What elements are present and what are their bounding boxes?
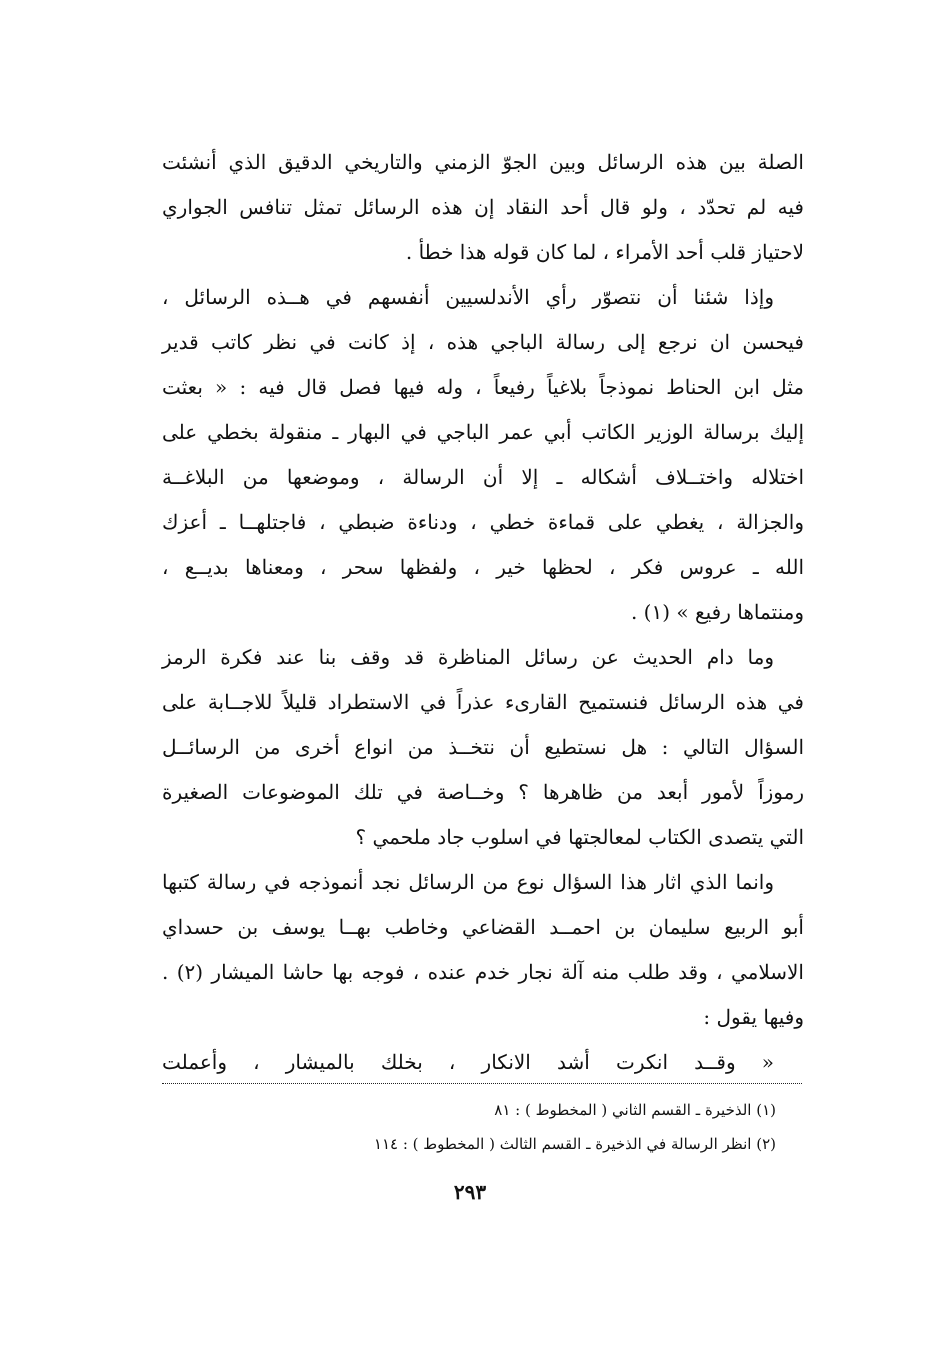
text-line: أبو الربيع سليمان بن احمــد القضاعي وخاطب بهــا يوسف بن حسداي [162, 915, 804, 939]
text-line: الاسلامي ، وقد طلب منه آلة نجار خدم عنده ، فوجه بها حاشا الميشار (٢) . [162, 960, 804, 984]
paragraph [162, 635, 804, 860]
footnotes [162, 1093, 804, 1161]
text-line: ومنتماها رفيع » (١) . [630, 600, 804, 624]
text-line: فيه لم تحدّد ، ولو قال أحد النقاد إن هذه الرسائل تمثل تنافس الجواري [162, 195, 804, 219]
text-line: وإذا شئنا أن نتصوّر رأي الأندلسيين أنفسهم في هــذه الرسائل ، [162, 285, 774, 309]
text-line: رموزاً لأمور أبعد من ظاهرها ؟ وخــاصة في تلك الموضوعات الصغيرة [162, 780, 804, 804]
text-line: التي يتصدى الكتاب لمعالجتها في اسلوب جاد ملحمي ؟ [355, 825, 804, 849]
page-number: ٢٩٣ [453, 1180, 487, 1204]
paragraph [162, 275, 804, 635]
text-line: الصلة بين هذه الرسائل وبين الجوّ الزمني والتاريخي الدقيق الذي أنشئت [162, 150, 804, 174]
paragraph [162, 140, 804, 275]
body-text [162, 140, 804, 1085]
text-line: وما دام الحديث عن رسائل المناظرة قد وقف بنا عند فكرة الرمز [162, 645, 774, 669]
text-line: إليك برسالة الوزير الكاتب أبي عمر الباجي في البهار ـ منقولة بخطي على [162, 420, 804, 444]
text-line: وانما الذي اثار هذا السؤال نوع من الرسائل نجد أنموذجه في رسالة كتبها [162, 870, 774, 894]
text-line: مثل ابن الحناط نموذجاً بلاغياً رفيعاً ، وله فيها فصل قال فيه : « بعثت [162, 375, 804, 399]
paragraph [162, 860, 804, 1040]
footnote-2: (٢) انظر الرسالة في الذخيرة ـ القسم الثالث ( المخطوط ) : ١١٤ [373, 1135, 776, 1153]
text-line: فيحسن ان نرجع إلى رسالة الباجي هذه ، إذ كانت في نظر كاتب قدير [162, 330, 804, 354]
text-line: والجزالة ، يغطي على قماءة خطي ، ودناءة ضبطي ، فاجتلهــا ـ أعزك [162, 510, 804, 534]
footnote-divider [162, 1083, 802, 1084]
text-line: « وقــد انكرت أشد الانكار ، بخلك بالميشار ، وأعملت [162, 1050, 774, 1074]
footnote-1: (١) الذخيرة ـ القسم الثاني ( المخطوط ) : ٨١ [494, 1101, 776, 1119]
quotation-paragraph [162, 1040, 804, 1085]
text-line: اختلاله واختــلاف أشكاله ـ إلا أن الرسالة ، وموضعها من البلاغــة [162, 465, 804, 489]
text-line: وفيها يقول : [703, 1005, 804, 1029]
text-line: في هذه الرسائل فنستميح القارىء عذراً في الاستطراد قليلاً للاجــابة على [162, 690, 804, 714]
text-line: الله ـ عروس فكر ، لحظها خير ، ولفظها سحر ، ومعناها بديــع ، [162, 555, 804, 579]
text-line: لاحتياز قلب أحد الأمراء ، لما كان قوله هذا خطأ . [405, 240, 804, 264]
text-line: السؤال التالي : هل نستطيع أن نتخــذ من انواع أخرى من الرسائــل [162, 735, 804, 759]
